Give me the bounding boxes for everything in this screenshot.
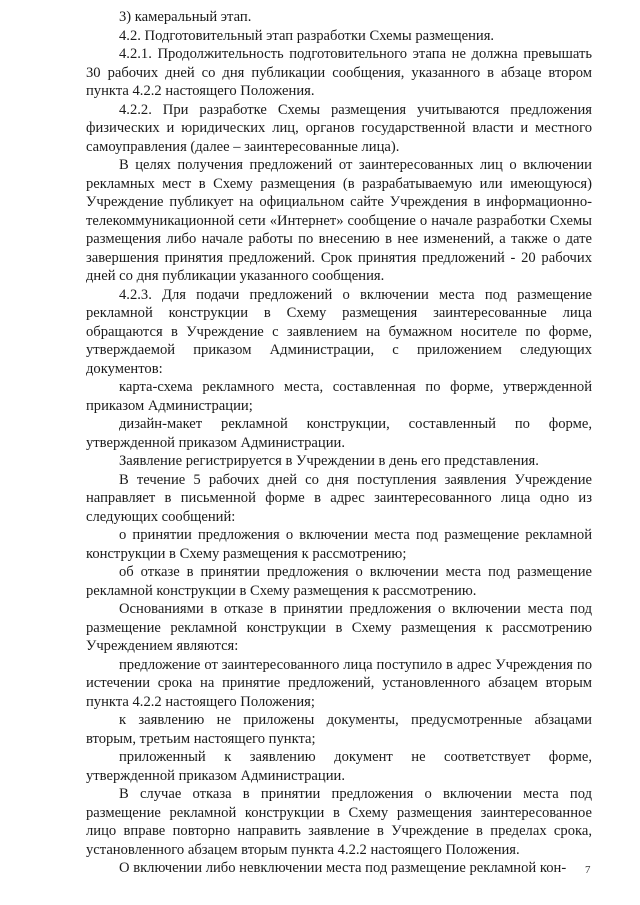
paragraph: приложенный к заявлению документ не соответствует форме, утвержденной приказом Администрации. <box>86 749 592 784</box>
paragraph: В течение 5 рабочих дней со дня поступления заявления Учреждение направляет в письменной форме в адрес заинтересованного лица одно из следующих сообщений: <box>86 471 592 525</box>
paragraph: 4.2.2. При разработке Схемы размещения учитываются предложения физических и юридических лиц, органов государственной власти и местного самоуправления (далее – заинтересованные лица). <box>86 101 592 155</box>
paragraph: предложение от заинтересованного лица поступило в адрес Учреждения по истечении срока на принятие предложений, установленного абзацем вторым пункта 4.2.2 настоящего Положения; <box>86 656 592 710</box>
paragraph: В целях получения предложений от заинтересованных лиц о включении рекламных мест в Схему размещения (в разрабатываемую или имеющуюся) Учреждение публикует на официальном сайте Учреждения в информационно-телекоммуникационной сети «Интернет» сообщение о начале разработки Схемы размещения либо начале работы по внесению в нее изменений, а также о дате завершения принятия предложений. Срок принятия предложений - 20 рабочих дней со дня публикации указанного сообщения. <box>86 157 592 284</box>
paragraph: к заявлению не приложены документы, предусмотренные абзацами вторым, третьим настоящего пункта; <box>86 712 592 747</box>
paragraph: 4.2.3. Для подачи предложений о включении места под размещение рекламной конструкции в Схему размещения заинтересованные лица обращаются в Учреждение с заявлением на бумажном носителе по форме, утверждаемой приказом Администрации, с приложением следующих документов: <box>86 286 592 377</box>
paragraph: об отказе в принятии предложения о включении места под размещение рекламной конструкции в Схему размещения к рассмотрению. <box>86 564 592 599</box>
paragraph: В случае отказа в принятии предложения о включении места под размещение рекламной конструкции в Схему размещения заинтересованное лицо вправе повторно направить заявление в Учреждение в пределах срока, установленного абзацем вторым пункта 4.2.2 настоящего Положения. <box>86 786 592 858</box>
page-number: 7 <box>585 864 591 876</box>
paragraph: Основаниями в отказе в принятии предложения о включении места под размещение рекламной конструкции в Схему размещения к рассмотрению Учреждением являются: <box>86 601 592 654</box>
paragraph: карта-схема рекламного места, составленная по форме, утвержденной приказом Администрации; <box>86 379 592 414</box>
paragraph: 4.2. Подготовительный этап разработки Схемы размещения. <box>119 27 495 44</box>
paragraph: О включении либо невключении места под размещение рекламной кон- <box>119 860 567 876</box>
document-page <box>86 8 592 878</box>
paragraph: 4.2.1. Продолжительность подготовительного этапа не должна превышать 30 рабочих дней со дня публикации сообщения, указанного в абзаце втором пункта 4.2.2 настоящего Положения. <box>86 46 592 99</box>
paragraph: дизайн-макет рекламной конструкции, составленный по форме, утвержденной приказом Администрации. <box>86 416 592 451</box>
paragraph: о принятии предложения о включении места под размещение рекламной конструкции в Схему размещения к рассмотрению; <box>86 527 592 562</box>
paragraph: Заявление регистрируется в Учреждении в день его представления. <box>119 453 539 469</box>
paragraph: 3) камеральный этап. <box>119 9 252 25</box>
